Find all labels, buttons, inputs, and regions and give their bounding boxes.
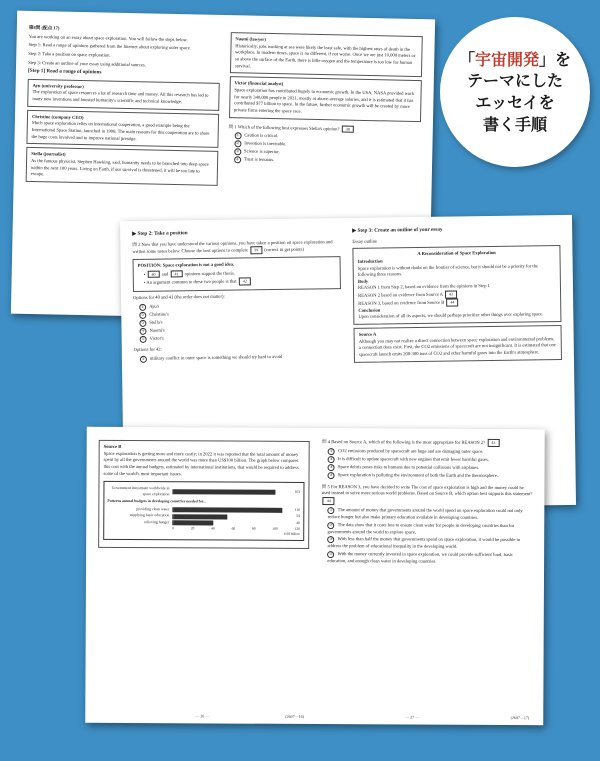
bar-value-hunger: 40: [296, 520, 300, 525]
option-mark: ③: [234, 149, 241, 156]
page-code-left: (2607—16): [285, 714, 304, 720]
position-notes: [133, 256, 341, 292]
badge-bracket-close: 」を: [539, 49, 572, 69]
page1-left-column: [26, 25, 222, 189]
bar-track: [172, 490, 292, 496]
option-text: Trust is tenuous.: [243, 156, 275, 163]
option-mark: ②: [234, 141, 241, 148]
bar-row-hunger: [107, 520, 300, 527]
source-b: [98, 440, 309, 550]
option-mark: ③: [328, 464, 335, 471]
opinion-box-5: [229, 76, 422, 121]
page1-step2: Step 2: Take a position on space exploration.: [28, 50, 111, 58]
page1-heading: 第8問 (配点 17): [28, 24, 60, 31]
source-a-text: Although you may not realize a direct connection between space exploration and environmental problems, a connection does exist. First, the CO2 emissions of spacecraft are not insignificant. It is estimated that one spacecraft launch emits 200-300 tons of CO2 and other harmful gases into the Earth's atmosphere.: [358, 335, 556, 357]
q5-option-4[interactable]: [327, 551, 532, 566]
opinion-box-3: [26, 147, 219, 186]
source-b-text: Space exploration is getting more and more costly; in 2022 it was reported that the total amount of money spent by all the governments around the world was more than US$100 billion. The graph below compares this cost with the annual budgets, estimated by international institutions, that would be required to address some of the world's most important issues.: [103, 450, 299, 476]
conclusion-heading: Conclusion: [358, 307, 381, 313]
option-text: Invention is inevitable.: [244, 140, 287, 147]
option-text: Stella's: [149, 319, 163, 325]
essay-outline: [352, 245, 561, 325]
position-bullet-2: • An argument common to these two people is that 42: [144, 277, 336, 287]
option-mark: ①: [139, 304, 146, 311]
badge-line-4: 書く手順: [482, 114, 547, 134]
budget-chart: [103, 481, 304, 541]
bullet-1-and: and: [161, 271, 169, 277]
position-title: POSITION: Space exploration is not a good idea.: [137, 261, 235, 268]
badge-bracket-open: 「: [458, 49, 475, 69]
source-a-heading: Source A: [358, 331, 377, 337]
question-4: [322, 438, 533, 447]
badge-line-3: エッセイを: [475, 93, 555, 112]
option-mark: ④: [328, 472, 335, 479]
q5-option-1[interactable]: [328, 507, 533, 522]
page-number-left: — 26 —: [195, 713, 210, 719]
page1-step3: Step 3: Create an outline of your essay using additional sources.: [28, 59, 146, 67]
badge-line-2: テーマにした: [466, 71, 563, 91]
reason-2-text: REASON 2 based on evidence from Source A: [358, 291, 443, 298]
answer-box-42[interactable]: 42: [239, 278, 251, 286]
question-2-text: 問 2 Now that you have understood the various opinions, you have taken a position on space exploration and written some notes below. Choose the best options to complete: [132, 238, 333, 255]
option-mark: ④: [234, 157, 241, 164]
option-mark: ⑤: [140, 336, 147, 343]
page1-step1: Step 1: Read a range of opinions gathered from the Internet about exploring outer space.: [28, 42, 191, 51]
opinion-text-naomi: Historically, jobs working at sea were likely the least safe, with the highest rates of death in the workplace. In modern times, space is no different, if not worse. Once we are just 10,000 meters or so above the surface of the Earth, there is little oxygen and the temperature is too low for human survival.: [234, 42, 416, 69]
options-42-label: Options for 42:: [133, 346, 162, 352]
option-mark: ③: [327, 536, 334, 543]
question-4-text: 問 4 Based on Source A, which of the following is the most appropriate for REASON 2?: [322, 439, 486, 445]
opinion-name-victor: Victor (financial analyst): [234, 80, 284, 87]
x-tick: 80: [252, 526, 256, 531]
x-tick: 60: [231, 526, 236, 531]
title-badge: [440, 17, 590, 167]
body-heading: Body: [357, 278, 369, 284]
opinion-name-stella: Stella (journalist): [31, 151, 66, 158]
bullet-1-tail: opinions support the thesis.: [184, 270, 235, 276]
bar-track: [172, 520, 294, 526]
answer-box-41[interactable]: 41: [170, 270, 182, 278]
page3-right-column: [321, 438, 532, 567]
page2-left-column: [132, 228, 342, 363]
option-mark: ②: [328, 456, 335, 463]
option-mark: ②: [139, 312, 146, 319]
source-a: [354, 325, 562, 363]
exam-page-3: [85, 427, 545, 725]
x-tick: 0: [172, 526, 175, 531]
option-mark: ④: [139, 328, 146, 335]
bar-label-education: supplying basic education: [129, 513, 170, 518]
x-tick: 20: [190, 526, 195, 531]
q42-option-1[interactable]: [140, 353, 342, 363]
answer-box-39[interactable]: 39: [250, 246, 262, 254]
bar-value-education: 54: [296, 514, 300, 519]
q4-option-1[interactable]: [328, 448, 533, 456]
x-axis-label: US$ billion: [283, 532, 300, 537]
q5-option-3[interactable]: [327, 536, 532, 551]
bar-value-space: 103: [294, 490, 301, 495]
bar-row-education: [107, 513, 300, 520]
option-mark: ①: [234, 133, 241, 140]
option-text: The data show that it costs less to ensure clean water for people in developing countries than for governments around the world to explore space.: [327, 521, 515, 535]
step2-title: ▶ Step 2: Take a position: [132, 230, 188, 238]
bar-value-water: 110: [294, 507, 301, 512]
bar-water: [173, 507, 282, 513]
bar-space: [173, 490, 275, 496]
option-text: Caution is critical.: [244, 132, 279, 139]
page-number-right: — 27 —: [405, 714, 420, 720]
option-text: Ayu's: [149, 303, 160, 309]
reason-1: REASON 1 from Step 2, based on evidence from the opinions in Step 1: [358, 283, 491, 291]
position-bullet-1: • 40 and 41 opinions support the thesis.: [143, 270, 235, 277]
bar-label-space: Government investment worldwide in space exploration: [111, 486, 170, 497]
q4-option-4[interactable]: [328, 472, 533, 480]
q5-option-2[interactable]: [328, 522, 533, 537]
bar-track: [172, 514, 294, 520]
option-text: Naomi's: [149, 327, 165, 333]
question-2-tail: (correct in get points): [264, 246, 304, 253]
option-text: Science is superior.: [244, 148, 280, 155]
chart-title: Patterns annual budgets in developing countries needed for...: [107, 499, 206, 504]
page2-right-column: [352, 225, 562, 366]
opinion-text-ayu: The exploration of space resources a lot of research time and money. All this research has led to many new inventions and boosted humanity's scientific and technical knowledge.: [32, 89, 209, 105]
bar-row-space: [107, 486, 300, 498]
outline-title: A Reconsideration of Space Exploration: [417, 250, 496, 257]
option-mark: ②: [328, 522, 335, 529]
opinion-text-stella: As the famous physicist, Stephen Hawking, said, humanity needs to be branched into deep space within the next 100 years. Living on Earth, if our survival is threatened, it will be too late to escape.: [30, 158, 209, 177]
option-mark: ①: [140, 355, 147, 362]
answer-box-43[interactable]: 43: [445, 291, 457, 299]
option-text: Victor's: [149, 335, 164, 341]
options-label: Options for 40 and 41 (the order does not matter):: [133, 293, 225, 301]
option-text: With the money currently invested in space exploration, we could provide sufficient food, basic education, and enough clean water in developing countries.: [327, 550, 514, 564]
option-text: CO2 emissions produced by spacecraft are huge and are damaging outer space.: [337, 447, 484, 454]
conclusion-text: Upon consideration of all its aspects, we should perhaps prioritize other things over exploring space.: [358, 311, 544, 320]
opinion-text-christine: Much space exploration relies on international cooperation, a good example being the International Space Station, launched in 1998. The main reasons for this cooperation are to share the huge costs involved and to improve national prestige.: [31, 120, 210, 141]
q4-option-3[interactable]: [328, 464, 533, 472]
option-text: With less than half the money that governments spend on space exploration, it would be possible to address the problem of educational inequality in the developing world.: [327, 536, 521, 549]
bar-label-hunger: relieving hunger: [144, 519, 170, 525]
bar-row-water: [107, 507, 300, 514]
question-5: [322, 484, 533, 506]
opinion-box-4: [230, 32, 423, 77]
page1-right-column: [228, 29, 423, 168]
option-text: Christine's: [149, 311, 169, 317]
source-b-heading: Source B: [103, 443, 122, 449]
bar-hunger: [173, 520, 213, 525]
x-tick: 120: [294, 527, 300, 532]
option-text: It is difficult to update spacecraft with new engines that emit fewer harmful gases.: [337, 455, 489, 462]
opinion-name-ayu: Ayu (university professor): [32, 82, 84, 89]
opinion-box-1: [27, 79, 220, 111]
option-mark: ①: [328, 507, 335, 514]
intro-heading: Introduction: [357, 258, 383, 264]
page-code-right: (2607—17): [510, 715, 530, 721]
opinion-box-2: [26, 110, 219, 149]
badge-line-1: [459, 49, 571, 71]
option-mark: ①: [328, 448, 335, 455]
option-text: Space debris poses risks to humans due to potential collisions with airplanes.: [337, 463, 480, 470]
bar-track: [172, 507, 292, 513]
q4-option-2[interactable]: [328, 456, 533, 464]
answer-box-43-q[interactable]: 43: [487, 439, 499, 447]
option-text: military conflict in outer space is something we should try hard to avoid: [149, 353, 283, 361]
bullet-2-text: An argument common to these two people is that: [146, 278, 237, 286]
bar-education: [173, 514, 228, 519]
reason-3-text: REASON 3, based on evidence from Source B: [358, 299, 445, 306]
step3-title: ▶ Step 3: Create an outline of your essay: [352, 226, 443, 234]
opinion-name-christine: Christine (company CEO): [31, 113, 84, 120]
option-text: Space exploration is polluting the environment of both the Earth and the thermosphere.: [337, 471, 498, 478]
answer-box-38[interactable]: 38: [342, 125, 354, 133]
bar-label-water: providing clean water: [136, 506, 170, 512]
opinion-name-naomi: Naomi (lawyer): [235, 36, 266, 42]
x-tick: 40: [211, 526, 215, 531]
question-5-text: 問 5 For REASON 3, you have decided to write The cost of space exploration is high and the money could be used instead to solve more serious world problems. Based on Source B, which option best supports this statement?: [321, 483, 533, 497]
question-2: [132, 239, 340, 256]
page1-intro: You are working on an essay about space exploration. You will follow the steps below.: [28, 33, 188, 42]
option-text: The amount of money that governments around the world spend on space exploration could not only reduce hunger but also make primary education available in developing countries.: [327, 507, 523, 520]
answer-box-40[interactable]: 40: [147, 270, 159, 278]
opinion-text-victor: Space exploration has contributed hugely to economic growth. In the USA, NASA provided work for nearly 340,000 people in 2021, mostly at above-average salaries, and it is estimated that it has contributed $77 billion to space. In the future, further economic growth will be created by more private firms entering the space race.: [233, 87, 415, 114]
badge-highlight: 宇宙開発: [474, 49, 539, 69]
intro-text: Space exploration is without doubt on the frontier of science, but it should not be a priority for the following three reasons.: [357, 262, 539, 278]
option-mark: ③: [139, 320, 146, 327]
question-1-text: 問 1 Which of the following best expresses Stella's opinion?: [228, 123, 340, 131]
answer-box-44[interactable]: 44: [446, 298, 458, 306]
page3-left-column: [98, 437, 309, 553]
option-mark: ④: [327, 551, 334, 558]
answer-box-44-q[interactable]: 44: [323, 497, 335, 505]
name-option-5[interactable]: [140, 333, 342, 343]
page1-section-heading: [Step 1] Read a range of opinions: [27, 68, 102, 76]
step3-subtitle: Essay outline: [352, 238, 378, 244]
x-tick: 100: [272, 527, 278, 532]
